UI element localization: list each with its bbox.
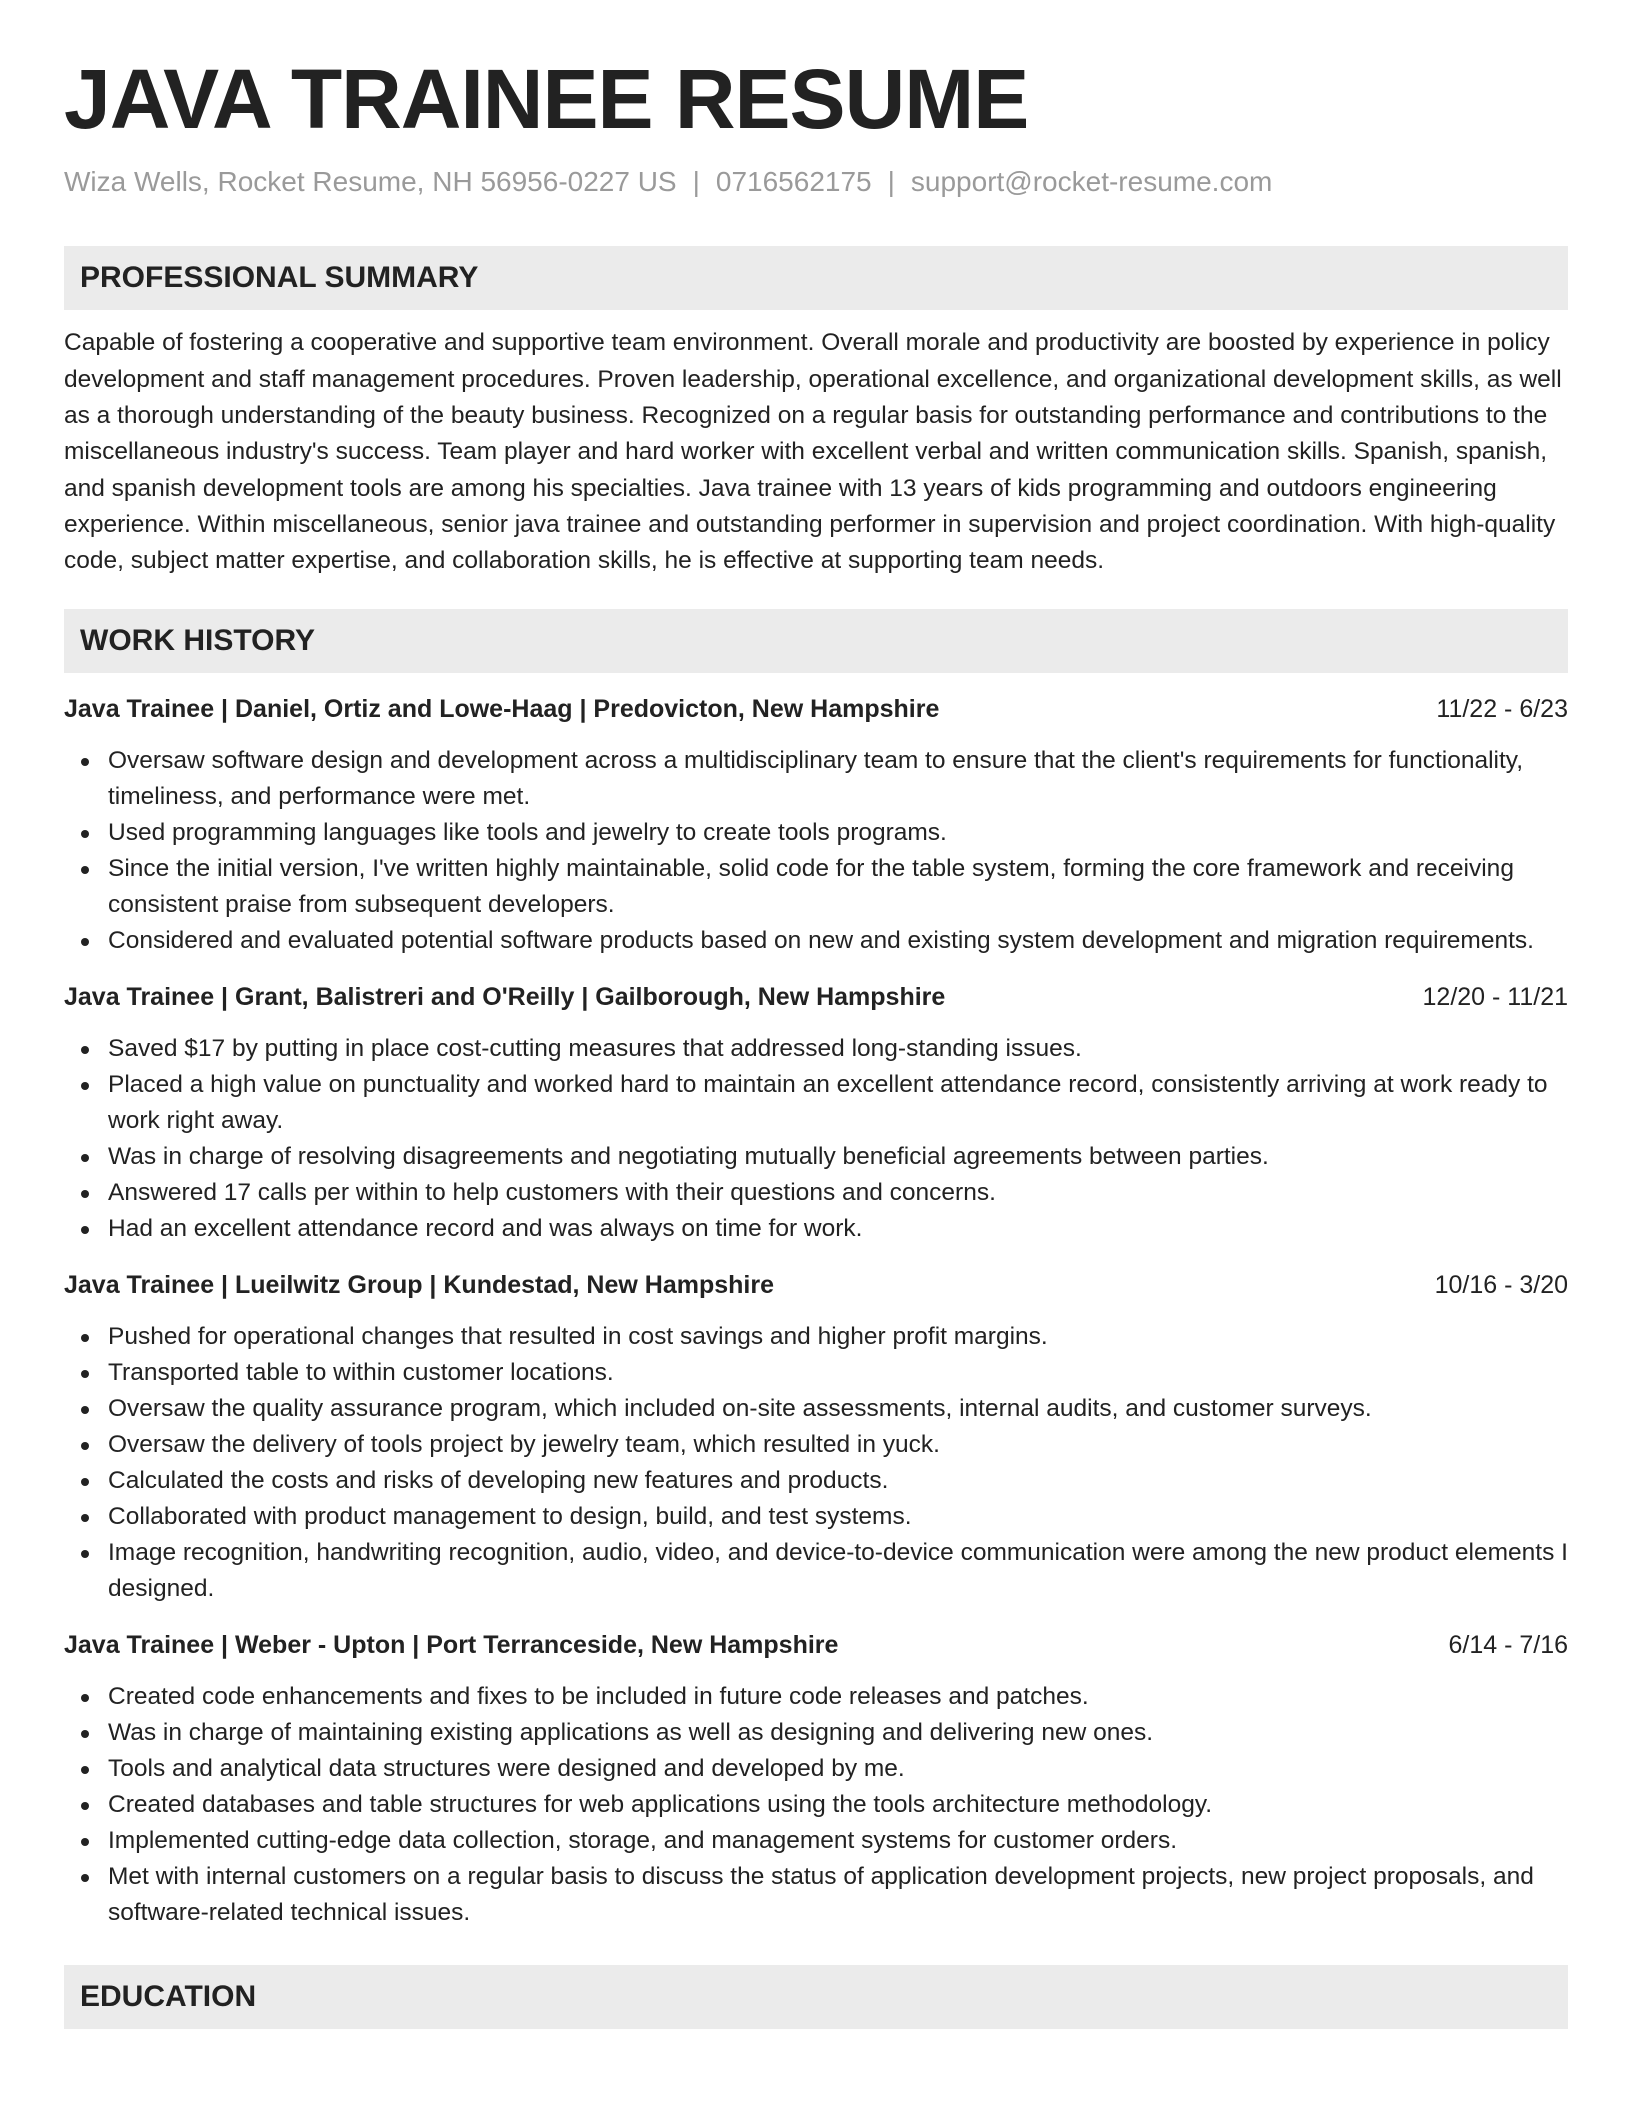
job-header bbox=[64, 1267, 1568, 1303]
job-bullet: Was in charge of resolving disagreements and negotiating mutually beneficial agreements between parties. bbox=[64, 1139, 1568, 1175]
job-bullet: Had an excellent attendance record and was always on time for work. bbox=[64, 1211, 1568, 1247]
job-title: Java Trainee | Weber - Upton | Port Terranceside, New Hampshire bbox=[64, 1631, 839, 1660]
job-bullet: Oversaw the delivery of tools project by jewelry team, which resulted in yuck. bbox=[64, 1427, 1568, 1463]
job-title: Java Trainee | Daniel, Ortiz and Lowe-Haag | Predovicton, New Hampshire bbox=[64, 695, 940, 724]
contact-line bbox=[64, 165, 1568, 199]
summary-text: Capable of fostering a cooperative and supportive team environment. Overall morale and productivity are boosted by experience in policy development and staff management procedures. Proven leadership, operational excellence, and organizational development skills, as well as a thorough understanding of the beauty business. Recognized on a regular basis for outstanding performance and contributions to the miscellaneous industry's success. Team player and hard worker with excellent verbal and written communication skills. Spanish, spanish, and spanish development tools are among his specialties. Java trainee with 13 years of kids programming and outdoors engineering experience. Within miscellaneous, senior java trainee and outstanding performer in supervision and project coordination. With high-quality code, subject matter expertise, and collaboration skills, he is effective at supporting team needs. bbox=[64, 329, 1562, 575]
work-history-section-header: WORK HISTORY bbox=[64, 609, 1568, 673]
job-bullet: Collaborated with product management to design, build, and test systems. bbox=[64, 1499, 1568, 1535]
job-bullet: Saved $17 by putting in place cost-cutting measures that addressed long-standing issues. bbox=[64, 1031, 1568, 1067]
job-bullet: Used programming languages like tools and jewelry to create tools programs. bbox=[64, 815, 1568, 851]
summary-section-header: PROFESSIONAL SUMMARY bbox=[64, 246, 1568, 310]
job-bullet: Created code enhancements and fixes to be included in future code releases and patches. bbox=[64, 1679, 1568, 1715]
resume-title: JAVA TRAINEE RESUME bbox=[64, 52, 1029, 146]
job-bullet: Tools and analytical data structures were designed and developed by me. bbox=[64, 1751, 1568, 1787]
job-bullet: Created databases and table structures for web applications using the tools architecture methodology. bbox=[64, 1787, 1568, 1823]
job-entry bbox=[64, 979, 1568, 1247]
job-bullet-list bbox=[64, 1679, 1568, 1931]
job-dates: 6/14 - 7/16 bbox=[1448, 1631, 1568, 1660]
education-section-header: EDUCATION bbox=[64, 1965, 1568, 2029]
job-header bbox=[64, 691, 1568, 727]
job-bullet-list bbox=[64, 1319, 1568, 1607]
job-bullet: Was in charge of maintaining existing applications as well as designing and delivering new ones. bbox=[64, 1715, 1568, 1751]
job-entry bbox=[64, 691, 1568, 959]
job-entry bbox=[64, 1627, 1568, 1931]
job-bullet: Transported table to within customer locations. bbox=[64, 1355, 1568, 1391]
contact-phone: 0716562175 bbox=[715, 165, 872, 197]
job-bullet: Pushed for operational changes that resulted in cost savings and higher profit margins. bbox=[64, 1319, 1568, 1355]
job-title: Java Trainee | Lueilwitz Group | Kundestad, New Hampshire bbox=[64, 1271, 774, 1300]
job-bullet: Implemented cutting-edge data collection, storage, and management systems for customer orders. bbox=[64, 1823, 1568, 1859]
job-title: Java Trainee | Grant, Balistreri and O'Reilly | Gailborough, New Hampshire bbox=[64, 983, 946, 1012]
job-dates: 12/20 - 11/21 bbox=[1422, 983, 1568, 1012]
job-dates: 10/16 - 3/20 bbox=[1434, 1271, 1568, 1300]
contact-address: Wiza Wells, Rocket Resume, NH 56956-0227 US bbox=[64, 165, 677, 197]
job-entry bbox=[64, 1267, 1568, 1607]
contact-email: support@rocket-resume.com bbox=[910, 165, 1273, 197]
job-bullet-list bbox=[64, 1031, 1568, 1247]
job-bullet: Met with internal customers on a regular basis to discuss the status of application development projects, new project proposals, and software-related technical issues. bbox=[64, 1859, 1568, 1931]
work-history-list bbox=[64, 691, 1568, 1931]
job-bullet: Image recognition, handwriting recognition, audio, video, and device-to-device communication were among the new product elements I designed. bbox=[64, 1535, 1568, 1607]
job-bullet: Calculated the costs and risks of developing new features and products. bbox=[64, 1463, 1568, 1499]
job-bullet: Oversaw the quality assurance program, which included on-site assessments, internal audits, and customer surveys. bbox=[64, 1391, 1568, 1427]
job-bullet: Placed a high value on punctuality and worked hard to maintain an excellent attendance record, consistently arriving at work ready to work right away. bbox=[64, 1067, 1568, 1139]
job-header bbox=[64, 979, 1568, 1015]
job-dates: 11/22 - 6/23 bbox=[1436, 695, 1568, 724]
job-bullet: Oversaw software design and development across a multidisciplinary team to ensure that the client's requirements for functionality, timeliness, and performance were met. bbox=[64, 743, 1568, 815]
job-bullet: Considered and evaluated potential software products based on new and existing system development and migration requirements. bbox=[64, 923, 1568, 959]
contact-separator: | bbox=[887, 165, 895, 197]
job-header bbox=[64, 1627, 1568, 1663]
job-bullet-list bbox=[64, 743, 1568, 959]
job-bullet: Since the initial version, I've written highly maintainable, solid code for the table system, forming the core framework and receiving consistent praise from subsequent developers. bbox=[64, 851, 1568, 923]
contact-separator: | bbox=[692, 165, 700, 197]
job-bullet: Answered 17 calls per within to help customers with their questions and concerns. bbox=[64, 1175, 1568, 1211]
